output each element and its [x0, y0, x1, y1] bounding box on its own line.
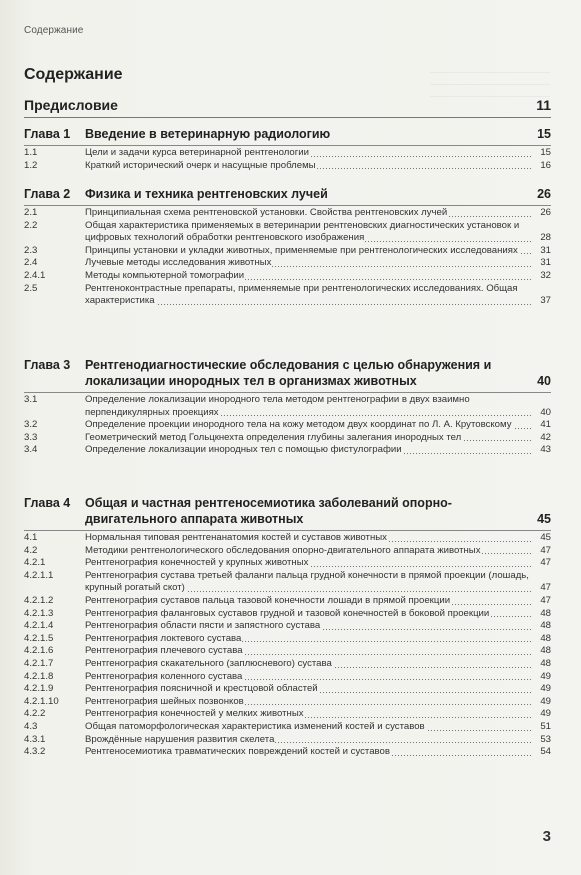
entry-title: Рентгенография скакательного (заплюсневого) сустава [85, 657, 332, 669]
chapter-page: 15 [537, 127, 551, 141]
entry-page: 48 [540, 620, 551, 632]
entry-page: 49 [540, 708, 551, 720]
entry-title: Общая патоморфологическая характеристика изменений костей и суставов [85, 720, 425, 732]
entry-title: Нормальная типовая рентгенанатомия костей и суставов животных [85, 532, 387, 543]
entry-title: Методы компьютерной томографии [85, 269, 245, 281]
entry-page: 16 [540, 159, 551, 171]
entry-number: 4.1 [24, 532, 38, 543]
chapter-3 [24, 357, 551, 457]
entry-page: 43 [540, 444, 551, 456]
entry-title: Определение локализации инородных тел с помощью фистулографии [85, 444, 402, 456]
show-through-line [430, 72, 550, 73]
entry-page: 49 [540, 670, 551, 682]
chapter-heading [24, 357, 551, 389]
toc-entry [24, 746, 551, 759]
toc-entry [24, 532, 551, 545]
toc-entry [24, 160, 551, 173]
entry-title: Рентгенография фаланговых суставов грудной и тазовой конечностей в боковой проекции [85, 607, 490, 619]
toc-entry [24, 683, 551, 696]
entry-number: 4.2.1 [24, 557, 46, 569]
toc-entry [24, 444, 551, 457]
entry-number: 4.2.1.10 [24, 695, 59, 707]
entry-title: Рентгенография плечевого сустава [85, 645, 243, 657]
toc-entry [24, 207, 551, 220]
entry-page: 15 [540, 147, 551, 158]
entry-page: 31 [540, 244, 551, 256]
toc-entry [24, 633, 551, 646]
chapter-number: Глава 1 [24, 127, 71, 141]
entry-title: Лучевые методы исследования животных [85, 257, 272, 269]
entry-number: 4.2.1.7 [24, 657, 54, 669]
page-number: 3 [542, 828, 551, 845]
entry-title: Краткий исторический очерк и насущные проблемы [85, 159, 316, 171]
entry-page: 53 [540, 733, 551, 745]
entry-number: 1.2 [24, 159, 38, 171]
toc-entry [24, 257, 551, 270]
entry-page: 48 [540, 657, 551, 669]
entry-page: 45 [540, 532, 551, 543]
entry-title: Рентгенография области пясти и запястного сустава [85, 620, 321, 632]
toc-entry [24, 283, 551, 308]
entry-title: Цели и задачи курса ветеринарной рентгенологии [85, 147, 309, 158]
chapter-2 [24, 186, 551, 308]
entry-page: 32 [540, 269, 551, 281]
chapter-page: 45 [537, 512, 551, 526]
chapter-divider [24, 392, 551, 393]
toc-entry [24, 394, 551, 419]
entry-title: Врождённые нарушения развития скелета [85, 733, 275, 745]
entry-number: 4.3.1 [24, 733, 46, 745]
entry-page: 49 [540, 695, 551, 707]
chapter-number: Глава 3 [24, 358, 71, 372]
entry-number: 4.2.1.9 [24, 683, 54, 695]
entry-number: 2.4 [24, 257, 38, 269]
toc-title: Содержание [24, 66, 123, 83]
entry-number: 4.2.1.3 [24, 607, 54, 619]
entry-number: 2.3 [24, 244, 38, 256]
entry-number: 3.3 [24, 431, 38, 443]
chapter-title: Физика и техника рентгеновских лучей [85, 187, 328, 201]
entry-number: 2.1 [24, 207, 38, 218]
entry-page: 41 [540, 419, 551, 431]
chapter-number: Глава 2 [24, 187, 71, 201]
entry-title: Рентгенография поясничной и крестцовой областей [85, 683, 318, 695]
toc-entry [24, 147, 551, 160]
entry-number: 3.2 [24, 419, 38, 431]
entry-title: Рентгеносемиотика травматических повреждений костей и суставов [85, 746, 390, 758]
toc-entry [24, 270, 551, 283]
chapter-4 [24, 495, 551, 759]
entry-page: 54 [540, 746, 551, 758]
entry-title: Рентгенография сустава третьей фаланги пальца грудной конечности в прямой проекции (лошадь, крупный рогатый скот) [85, 569, 529, 594]
entry-title: Общая характеристика применяемых в ветеринарии рентгеновских диагностических установок и цифровых технологий обработки рентгеновского изображения [85, 219, 520, 244]
chapter-divider [24, 530, 551, 531]
chapter-number: Глава 4 [24, 496, 71, 510]
entry-number: 4.3.2 [24, 746, 46, 758]
toc-entry [24, 595, 551, 608]
entry-number: 4.2.1.2 [24, 594, 54, 606]
toc-entry [24, 245, 551, 258]
entry-number: 4.2.1.5 [24, 632, 54, 644]
toc-entry [24, 557, 551, 570]
entry-number: 4.2.1.4 [24, 620, 54, 632]
preface-label: Предисловие [24, 97, 118, 113]
entry-number: 4.2.1.6 [24, 645, 54, 657]
toc-entry [24, 570, 551, 595]
entry-number: 2.5 [24, 282, 38, 294]
entry-page: 47 [540, 544, 551, 556]
show-through-line [430, 84, 550, 85]
entry-title: Рентгенография локтевого сустава [85, 632, 242, 644]
toc-entry [24, 658, 551, 671]
entry-page: 47 [540, 582, 551, 594]
entry-title: Рентгенография коленного сустава [85, 670, 243, 682]
chapter-page: 40 [537, 374, 551, 388]
toc-entry [24, 620, 551, 633]
entry-title: Рентгенография конечностей у мелких животных [85, 708, 304, 720]
chapter-title: Общая и частная рентгеносемиотика заболеваний опорно-двигательного аппарата животных [85, 496, 452, 526]
toc-entry [24, 671, 551, 684]
chapter-divider [24, 205, 551, 206]
entry-title: Рентгенография шейных позвонков [85, 695, 244, 707]
entry-title: Рентгеноконтрастные препараты, применяемые при рентгенологических исследованиях. Общая характеристика [85, 282, 518, 307]
entry-page: 28 [540, 232, 551, 244]
preface-divider [24, 117, 551, 118]
entry-page: 26 [540, 207, 551, 218]
toc-entry [24, 432, 551, 445]
chapter-title: Введение в ветеринарную радиологию [85, 127, 331, 141]
entry-number: 3.4 [24, 444, 38, 456]
entry-number: 4.2 [24, 544, 38, 556]
entry-page: 47 [540, 594, 551, 606]
toc-entry [24, 696, 551, 709]
entry-page: 40 [540, 406, 551, 418]
entry-title: Рентгенография конечностей у крупных животных [85, 557, 309, 569]
entry-number: 4.2.1.1 [24, 569, 54, 581]
chapter-divider [24, 145, 551, 146]
entry-page: 48 [540, 632, 551, 644]
entry-page: 51 [540, 720, 551, 732]
entry-page: 48 [540, 607, 551, 619]
entry-page: 37 [540, 295, 551, 307]
toc-preface [24, 97, 551, 117]
toc-entry [24, 734, 551, 747]
toc-entry [24, 419, 551, 432]
entry-title: Методики рентгенологического обследования опорно-двигательного аппарата животных [85, 544, 481, 556]
toc-entry [24, 721, 551, 734]
entry-title: Рентгенография суставов пальца тазовой конечности лошади в прямой проекции [85, 594, 451, 606]
chapter-heading [24, 186, 551, 202]
toc-entry [24, 645, 551, 658]
entry-number: 4.2.2 [24, 708, 46, 720]
chapter-1 [24, 126, 551, 172]
entry-title: Принципиальная схема рентгеновской установки. Свойства рентгеновских лучей [85, 207, 448, 218]
chapter-heading [24, 495, 551, 527]
entry-page: 48 [540, 645, 551, 657]
preface-page: 11 [536, 97, 551, 113]
entry-number: 4.3 [24, 720, 38, 732]
entry-page: 42 [540, 431, 551, 443]
entry-page: 47 [540, 557, 551, 569]
entry-page: 49 [540, 683, 551, 695]
chapter-title: Рентгенодиагностические обследования с целью обнаружения и локализации инородных тел в организмах животных [85, 358, 492, 388]
entry-title: Принципы установки и укладки животных, применяемые при рентгенологических исследованиях [85, 244, 518, 256]
entry-number: 2.2 [24, 219, 38, 231]
entry-title: Определение проекции инородного тела на кожу методом двух координат по Л. А. Крутовскому [85, 419, 512, 431]
chapter-page: 26 [537, 187, 551, 201]
entry-page: 31 [540, 257, 551, 269]
toc-entry [24, 608, 551, 621]
chapter-heading [24, 126, 551, 142]
entry-number: 2.4.1 [24, 269, 46, 281]
entry-title: Определение локализации инородного тела методом рентгенографии в двух взаимно перпендикулярных проекциях [85, 394, 470, 418]
toc-entry [24, 708, 551, 721]
toc-entry [24, 545, 551, 558]
entry-number: 1.1 [24, 147, 38, 158]
entry-title: Геометрический метод Гольцкнехта определения глубины залегания инородных тел [85, 431, 462, 443]
entry-number: 3.1 [24, 394, 38, 405]
toc-entry [24, 220, 551, 245]
entry-number: 4.2.1.8 [24, 670, 54, 682]
running-head: Содержание [24, 25, 84, 36]
